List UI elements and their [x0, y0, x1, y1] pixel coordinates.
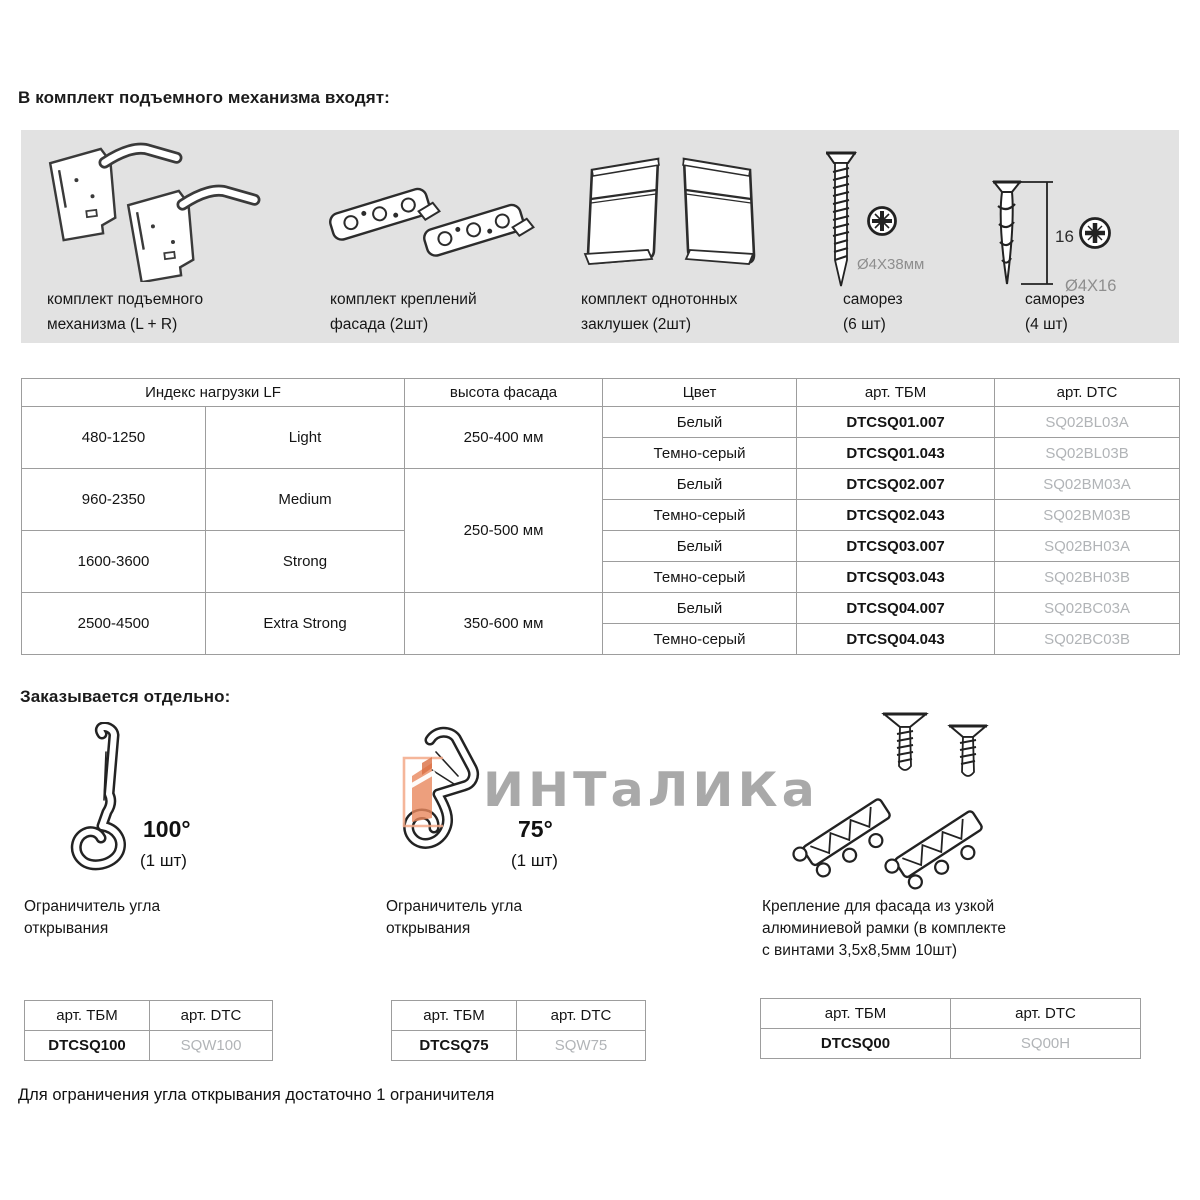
facade-fastener-kit-illustration: [316, 160, 536, 275]
frame-mount-caption: Крепление для фасада из узкой алюминиевой рамки (в комплекте с винтами 3,5х8,5мм 10шт): [762, 898, 1007, 959]
table-row: 960-2350 Medium 250-500 мм Белый DTCSQ02.007 SQ02BM03A: [22, 469, 1180, 500]
table-row: 2500-4500 Extra Strong 350-600 мм Белый DTCSQ04.007 SQ02BC03A: [22, 593, 1180, 624]
screw-dimension-label: Ø4X38мм: [857, 256, 925, 273]
col-art-dtc: арт. DTC: [995, 379, 1180, 407]
table-row: Темно-серый DTCSQ02.043 SQ02BM03B: [22, 500, 1180, 531]
col-art-tbm: арт. ТБМ: [797, 379, 995, 407]
end-caps-illustration: [576, 152, 766, 284]
limiter-caption: Ограничитель угла открывания: [24, 898, 161, 937]
table-row: Темно-серый DTCSQ04.043 SQ02BC03B: [22, 624, 1180, 655]
table-header-row: арт. ТБМ арт. DTC: [25, 1001, 273, 1031]
table-header-row: [22, 379, 1180, 407]
limiter-qty-label: (1 шт): [511, 851, 558, 870]
table-row: DTCSQ100 SQW100: [25, 1031, 273, 1061]
limiter-angle-label: 75°: [518, 816, 553, 842]
art-table-limiter-75: [391, 1000, 646, 1061]
table-row: Темно-серый DTCSQ03.043 SQ02BH03B: [22, 562, 1180, 593]
intalika-logo-icon: [397, 754, 459, 830]
limiter-qty-label: (1 шт): [140, 851, 187, 870]
frame-mount-illustration: [788, 708, 1006, 890]
lift-mechanism-pair-illustration: [33, 140, 288, 282]
kit-item-caption: саморез (6 шт): [843, 291, 903, 333]
limiter-angle-label: 100°: [143, 816, 191, 842]
limiter-caption: Ограничитель угла открывания: [386, 898, 523, 937]
intalika-watermark: ИНТаЛИКа: [483, 763, 819, 818]
col-load-index: Индекс нагрузки LF: [22, 379, 405, 407]
screw-length-label: 16: [1055, 227, 1074, 246]
table-row: DTCSQ75 SQW75: [392, 1031, 646, 1061]
col-color: Цвет: [603, 379, 797, 407]
screw-dimension-label: Ø4X16: [1065, 277, 1117, 295]
main-selection-table: [21, 378, 1180, 655]
table-row: 480-1250 Light 250-400 мм Белый DTCSQ01.007 SQ02BL03A: [22, 407, 1180, 438]
kit-item-caption: саморез (4 шт): [1025, 291, 1085, 333]
table-header-row: арт. ТБМ арт. DTC: [761, 999, 1141, 1029]
art-table-limiter-100: [24, 1000, 273, 1061]
screw-4x16-illustration: [991, 172, 1166, 294]
limiter-note: Для ограничения угла открывания достаточно 1 ограничителя: [18, 1086, 495, 1104]
table-row: Темно-серый DTCSQ01.043 SQ02BL03B: [22, 438, 1180, 469]
kit-items-band: [21, 130, 1179, 343]
art-table-frame-mount: [760, 998, 1141, 1059]
angle-limiter-100-illustration: [57, 722, 147, 877]
kit-item-caption: комплект однотонных заклушек (2шт): [581, 291, 738, 333]
table-header-row: арт. ТБМ арт. DTC: [392, 1001, 646, 1031]
table-row: 1600-3600 Strong Белый DTCSQ03.007 SQ02BH03A: [22, 531, 1180, 562]
kit-item-caption: комплект подъемного механизма (L + R): [47, 291, 204, 333]
separate-heading: Заказывается отдельно:: [20, 687, 231, 706]
kit-heading: В комплект подъемного механизма входят:: [18, 88, 390, 107]
kit-item-caption: комплект креплений фасада (2шт): [330, 291, 477, 333]
col-facade-height: высота фасада: [405, 379, 603, 407]
table-row: DTCSQ00 SQ00H: [761, 1029, 1141, 1059]
